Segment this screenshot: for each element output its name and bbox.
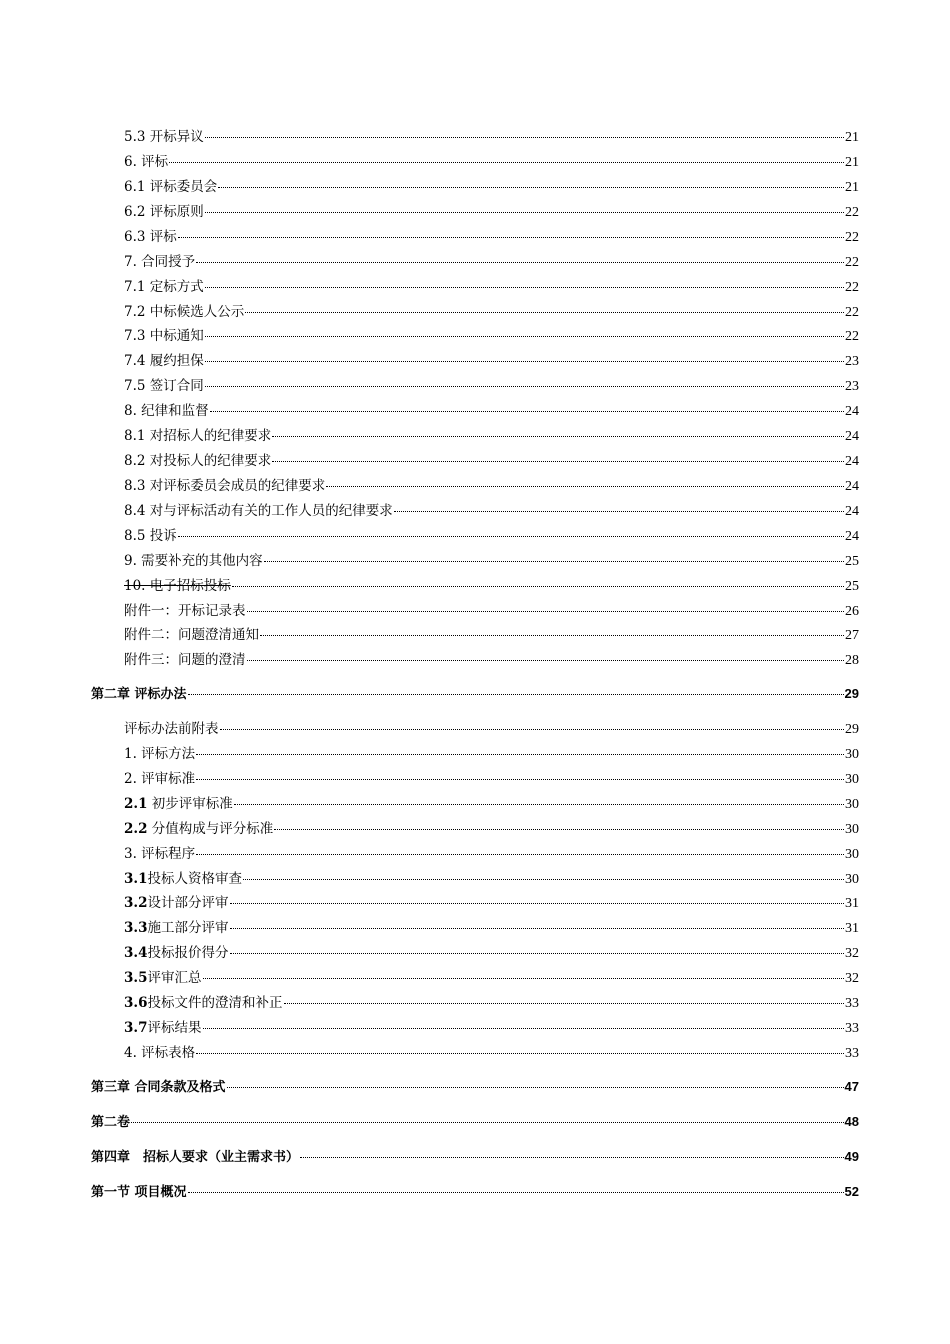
toc-entry[interactable] bbox=[124, 794, 859, 814]
toc-entry[interactable] bbox=[124, 351, 859, 371]
toc-entry[interactable] bbox=[124, 152, 859, 172]
toc-entry-title: 6.1 评标委员会 bbox=[124, 179, 218, 195]
toc-entry-label bbox=[124, 127, 204, 147]
toc-leader-dots bbox=[205, 335, 844, 337]
toc-leader-dots bbox=[230, 952, 845, 954]
toc-entry-label bbox=[124, 277, 204, 297]
toc-entry-title: 4. 评标表格 bbox=[124, 1045, 196, 1061]
toc-page-number: 52 bbox=[844, 1184, 859, 1199]
toc-entry-number: 3.4 bbox=[124, 945, 148, 961]
toc-page-number: 22 bbox=[845, 305, 859, 320]
toc-entry-label bbox=[124, 376, 204, 396]
toc-leader-dots bbox=[220, 728, 845, 730]
toc-entry-title: 1. 评标方法 bbox=[124, 746, 196, 762]
toc-entry-label bbox=[124, 177, 217, 197]
toc-entry-label bbox=[91, 685, 187, 705]
toc-entry-number: 3.3 bbox=[124, 920, 148, 936]
toc-page-number: 30 bbox=[845, 872, 859, 887]
toc-entry-label bbox=[124, 893, 229, 913]
toc-page-number: 30 bbox=[845, 797, 859, 812]
toc-entry[interactable] bbox=[124, 576, 859, 596]
toc-entry-label bbox=[91, 1148, 299, 1168]
toc-leader-dots bbox=[247, 659, 845, 661]
toc-entry-title: 设计部分评审 bbox=[147, 895, 229, 911]
toc-entry-title: 6.2 评标原则 bbox=[124, 204, 204, 220]
toc-entry[interactable] bbox=[124, 893, 859, 913]
toc-entry-title: 9. 需要补充的其他内容 bbox=[124, 553, 263, 569]
toc-entry-title: 评标办法前附表 bbox=[124, 721, 219, 737]
toc-chapter-entry[interactable] bbox=[91, 684, 859, 704]
toc-entry-title: 7.5 签订合同 bbox=[124, 378, 204, 394]
toc-page-number: 48 bbox=[844, 1114, 859, 1129]
toc-entry-label bbox=[124, 401, 209, 421]
toc-leader-dots bbox=[230, 927, 845, 929]
toc-leader-dots bbox=[218, 186, 844, 188]
toc-entry-label bbox=[124, 844, 195, 864]
toc-entry[interactable] bbox=[124, 1018, 859, 1038]
toc-leader-dots bbox=[234, 803, 844, 805]
toc-entry-title: 8. 纪律和监督 bbox=[124, 403, 209, 419]
toc-entry[interactable] bbox=[124, 744, 859, 764]
toc-leader-dots bbox=[169, 161, 844, 163]
toc-page-number: 22 bbox=[845, 255, 859, 270]
toc-page-number: 26 bbox=[845, 604, 859, 619]
toc-entry-title: 投标文件的澄清和补正 bbox=[147, 995, 283, 1011]
toc-entry-title: 施工部分评审 bbox=[147, 920, 229, 936]
toc-page-number: 24 bbox=[845, 454, 859, 469]
toc-entry-label bbox=[124, 744, 195, 764]
toc-entry-number: 3.6 bbox=[124, 995, 148, 1011]
toc-page-number: 47 bbox=[844, 1079, 859, 1094]
toc-entry[interactable] bbox=[124, 202, 859, 222]
toc-entry-label bbox=[124, 719, 219, 739]
toc-entry-title: 3. 评标程序 bbox=[124, 846, 196, 862]
toc-entry-label bbox=[124, 650, 246, 670]
toc-entry-number: 2.1 bbox=[124, 796, 148, 812]
toc-entry-title: 第一节 项目概况 bbox=[91, 1185, 187, 1200]
toc-entry-label bbox=[124, 451, 271, 471]
toc-entry-title: 6.3 评标 bbox=[124, 229, 177, 245]
toc-entry-label bbox=[124, 526, 177, 546]
toc-entry-title: 6. 评标 bbox=[124, 154, 169, 170]
toc-entry[interactable] bbox=[124, 943, 859, 963]
toc-entry[interactable] bbox=[124, 252, 859, 272]
toc-leader-dots bbox=[205, 385, 844, 387]
toc-entry-label bbox=[124, 625, 259, 645]
toc-entry-label bbox=[91, 1113, 130, 1133]
toc-entry[interactable] bbox=[124, 401, 859, 421]
toc-leader-dots bbox=[205, 360, 844, 362]
toc-entry-label bbox=[124, 1018, 202, 1038]
toc-entry-title: 评标结果 bbox=[147, 1020, 202, 1036]
toc-page-number: 31 bbox=[845, 921, 859, 936]
toc-entry-label bbox=[124, 501, 393, 521]
toc-entry[interactable] bbox=[124, 1043, 859, 1063]
toc-entry[interactable] bbox=[124, 769, 859, 789]
toc-page-number: 25 bbox=[845, 579, 859, 594]
toc-page-number: 22 bbox=[845, 230, 859, 245]
toc-leader-dots bbox=[245, 311, 844, 313]
toc-entry[interactable] bbox=[124, 918, 859, 938]
toc-entry-title: 7.3 中标通知 bbox=[124, 328, 204, 344]
toc-entry-number: 3.1 bbox=[124, 871, 148, 887]
toc-page-number: 24 bbox=[845, 429, 859, 444]
toc-page-number: 33 bbox=[845, 1021, 859, 1036]
toc-leader-dots bbox=[230, 902, 845, 904]
toc-entry[interactable] bbox=[124, 476, 859, 496]
toc-leader-dots bbox=[178, 236, 844, 238]
toc-page-number: 28 bbox=[845, 653, 859, 668]
toc-leader-dots bbox=[260, 634, 844, 636]
toc-page-number: 30 bbox=[845, 747, 859, 762]
toc-entry[interactable] bbox=[124, 227, 859, 247]
toc-entry-label bbox=[124, 476, 325, 496]
toc-page-number: 24 bbox=[845, 529, 859, 544]
toc-page-number: 29 bbox=[844, 686, 859, 701]
toc-entry[interactable] bbox=[124, 968, 859, 988]
toc-leader-dots bbox=[326, 485, 844, 487]
toc-chapter-entry[interactable] bbox=[91, 1077, 859, 1097]
toc-page-number: 29 bbox=[845, 722, 859, 737]
toc-entry-number: 3.2 bbox=[124, 895, 148, 911]
toc-entry-label bbox=[124, 326, 204, 346]
toc-page-number: 21 bbox=[845, 130, 859, 145]
toc-leader-dots bbox=[205, 136, 844, 138]
toc-entry-label bbox=[124, 152, 168, 172]
toc-entry[interactable] bbox=[124, 526, 859, 546]
toc-entry[interactable] bbox=[124, 501, 859, 521]
toc-page-number: 27 bbox=[845, 628, 859, 643]
toc-entry[interactable] bbox=[124, 819, 859, 839]
toc-entry[interactable] bbox=[124, 426, 859, 446]
toc-leader-dots bbox=[284, 1002, 845, 1004]
toc-entry-title: 8.1 对招标人的纪律要求 bbox=[124, 428, 272, 444]
toc-entry[interactable] bbox=[124, 650, 859, 670]
toc-entry-label bbox=[124, 252, 195, 272]
toc-entry-title: 附件二：问题澄清通知 bbox=[124, 627, 259, 643]
toc-entry-title: 7. 合同授予 bbox=[124, 254, 196, 270]
toc-entry[interactable] bbox=[124, 993, 859, 1013]
toc-entry-title: 8.3 对评标委员会成员的纪律要求 bbox=[124, 478, 326, 494]
toc-entry[interactable] bbox=[124, 844, 859, 864]
toc-entry-label bbox=[124, 794, 233, 814]
toc-chapter-entry[interactable] bbox=[91, 1182, 859, 1202]
toc-entry[interactable] bbox=[124, 177, 859, 197]
toc-entry-title: 8.2 对投标人的纪律要求 bbox=[124, 453, 272, 469]
toc-page-number: 30 bbox=[845, 847, 859, 862]
toc-page-number: 21 bbox=[845, 155, 859, 170]
toc-entry-label bbox=[124, 918, 229, 938]
toc-leader-dots bbox=[196, 753, 844, 755]
toc-entry-label bbox=[124, 869, 242, 889]
toc-entry-number: 3.5 bbox=[124, 970, 148, 986]
toc-page-number: 22 bbox=[845, 280, 859, 295]
toc-entry[interactable] bbox=[124, 127, 859, 147]
toc-leader-dots bbox=[188, 693, 844, 695]
toc-leader-dots bbox=[131, 1121, 844, 1123]
toc-entry[interactable] bbox=[124, 326, 859, 346]
toc-leader-dots bbox=[196, 1052, 844, 1054]
toc-page-number: 31 bbox=[845, 896, 859, 911]
toc-entry[interactable] bbox=[124, 869, 859, 889]
toc-leader-dots bbox=[272, 460, 844, 462]
toc-leader-dots bbox=[264, 560, 844, 562]
toc-entry-label bbox=[124, 1043, 195, 1063]
toc-entry-title: 投标报价得分 bbox=[147, 945, 229, 961]
toc-entry-title: 8.5 投诉 bbox=[124, 528, 177, 544]
toc-entry-title: 7.1 定标方式 bbox=[124, 279, 204, 295]
toc-leader-dots bbox=[243, 878, 844, 880]
toc-leader-dots bbox=[272, 435, 844, 437]
toc-entry[interactable] bbox=[124, 376, 859, 396]
toc-entry-label bbox=[124, 351, 204, 371]
toc-entry-label bbox=[124, 551, 263, 571]
toc-entry-title: 投标人资格审查 bbox=[147, 871, 242, 887]
toc-page-number: 32 bbox=[845, 946, 859, 961]
toc-leader-dots bbox=[205, 211, 844, 213]
toc-entry-title: 第二卷 bbox=[91, 1115, 131, 1130]
toc-entry[interactable] bbox=[124, 719, 859, 739]
toc-page-number: 22 bbox=[845, 329, 859, 344]
toc-entry-title: 附件一：开标记录表 bbox=[124, 603, 246, 619]
toc-leader-dots bbox=[205, 286, 844, 288]
toc-entry-title: 初步评审标准 bbox=[147, 796, 233, 812]
toc-entry-number: 2.2 bbox=[124, 821, 148, 837]
toc-entry-label bbox=[124, 576, 231, 596]
toc-entry-title: 2. 评审标准 bbox=[124, 771, 196, 787]
toc-page-number: 49 bbox=[844, 1149, 859, 1164]
toc-page-number: 22 bbox=[845, 205, 859, 220]
toc-page-number: 24 bbox=[845, 504, 859, 519]
toc-leader-dots bbox=[196, 853, 844, 855]
toc-page-number: 32 bbox=[845, 971, 859, 986]
toc-entry-title: 第四章 招标人要求（业主需求书） bbox=[91, 1150, 300, 1165]
toc-leader-dots bbox=[394, 510, 844, 512]
toc-page-number: 23 bbox=[845, 354, 859, 369]
toc-page-number: 23 bbox=[845, 379, 859, 394]
toc-entry-label bbox=[124, 426, 271, 446]
toc-entry-label bbox=[124, 202, 204, 222]
toc-entry-label bbox=[124, 943, 229, 963]
toc-page-number: 30 bbox=[845, 772, 859, 787]
toc-entry-label bbox=[91, 1183, 187, 1203]
toc-leader-dots bbox=[203, 977, 845, 979]
toc-page-number: 30 bbox=[845, 822, 859, 837]
toc-entry[interactable] bbox=[124, 451, 859, 471]
toc-chapter-entry[interactable] bbox=[91, 1112, 859, 1132]
toc-page-number: 21 bbox=[845, 180, 859, 195]
toc-entry-title: 分值构成与评分标准 bbox=[147, 821, 274, 837]
toc-leader-dots bbox=[227, 1086, 844, 1088]
toc-entry-label bbox=[124, 769, 195, 789]
toc-leader-dots bbox=[178, 535, 844, 537]
toc-entry[interactable] bbox=[124, 302, 859, 322]
toc-entry[interactable] bbox=[124, 277, 859, 297]
toc-page-number: 33 bbox=[845, 996, 859, 1011]
toc-leader-dots bbox=[188, 1191, 844, 1193]
toc-leader-dots bbox=[274, 828, 844, 830]
toc-entry-title: 第三章 合同条款及格式 bbox=[91, 1080, 226, 1095]
toc-leader-dots bbox=[203, 1027, 845, 1029]
toc-entry-label bbox=[124, 601, 246, 621]
toc-entry[interactable] bbox=[124, 625, 859, 645]
toc-entry-number: 3.7 bbox=[124, 1020, 148, 1036]
toc-entry-label bbox=[124, 302, 244, 322]
toc-entry[interactable] bbox=[124, 601, 859, 621]
toc-entry-label bbox=[124, 993, 283, 1013]
toc-leader-dots bbox=[210, 410, 844, 412]
toc-entry[interactable] bbox=[124, 551, 859, 571]
toc-entry-title: 5.3 开标异议 bbox=[124, 129, 204, 145]
toc-leader-dots bbox=[232, 585, 844, 587]
toc-entry-title: 第二章 评标办法 bbox=[91, 687, 187, 702]
toc-entry-label bbox=[124, 819, 273, 839]
toc-page-number: 25 bbox=[845, 554, 859, 569]
toc-entry-label bbox=[91, 1078, 226, 1098]
toc-leader-dots bbox=[300, 1156, 844, 1158]
toc-entry-title: 8.4 对与评标活动有关的工作人员的纪律要求 bbox=[124, 503, 393, 519]
toc-entry-label bbox=[124, 968, 202, 988]
toc-chapter-entry[interactable] bbox=[91, 1147, 859, 1167]
toc-entry-title: 7.2 中标候选人公示 bbox=[124, 304, 245, 320]
toc-page-number: 33 bbox=[845, 1046, 859, 1061]
toc-entry-title: 评审汇总 bbox=[147, 970, 202, 986]
toc-leader-dots bbox=[247, 610, 845, 612]
toc-page-number: 24 bbox=[845, 404, 859, 419]
toc-page-number: 24 bbox=[845, 479, 859, 494]
toc-entry-title: 10. 电子招标投标 bbox=[124, 578, 231, 594]
toc-entry-title: 附件三：问题的澄清 bbox=[124, 652, 246, 668]
toc-entry-title: 7.4 履约担保 bbox=[124, 353, 204, 369]
toc-leader-dots bbox=[196, 261, 844, 263]
toc-entry-label bbox=[124, 227, 177, 247]
toc-leader-dots bbox=[196, 778, 844, 780]
